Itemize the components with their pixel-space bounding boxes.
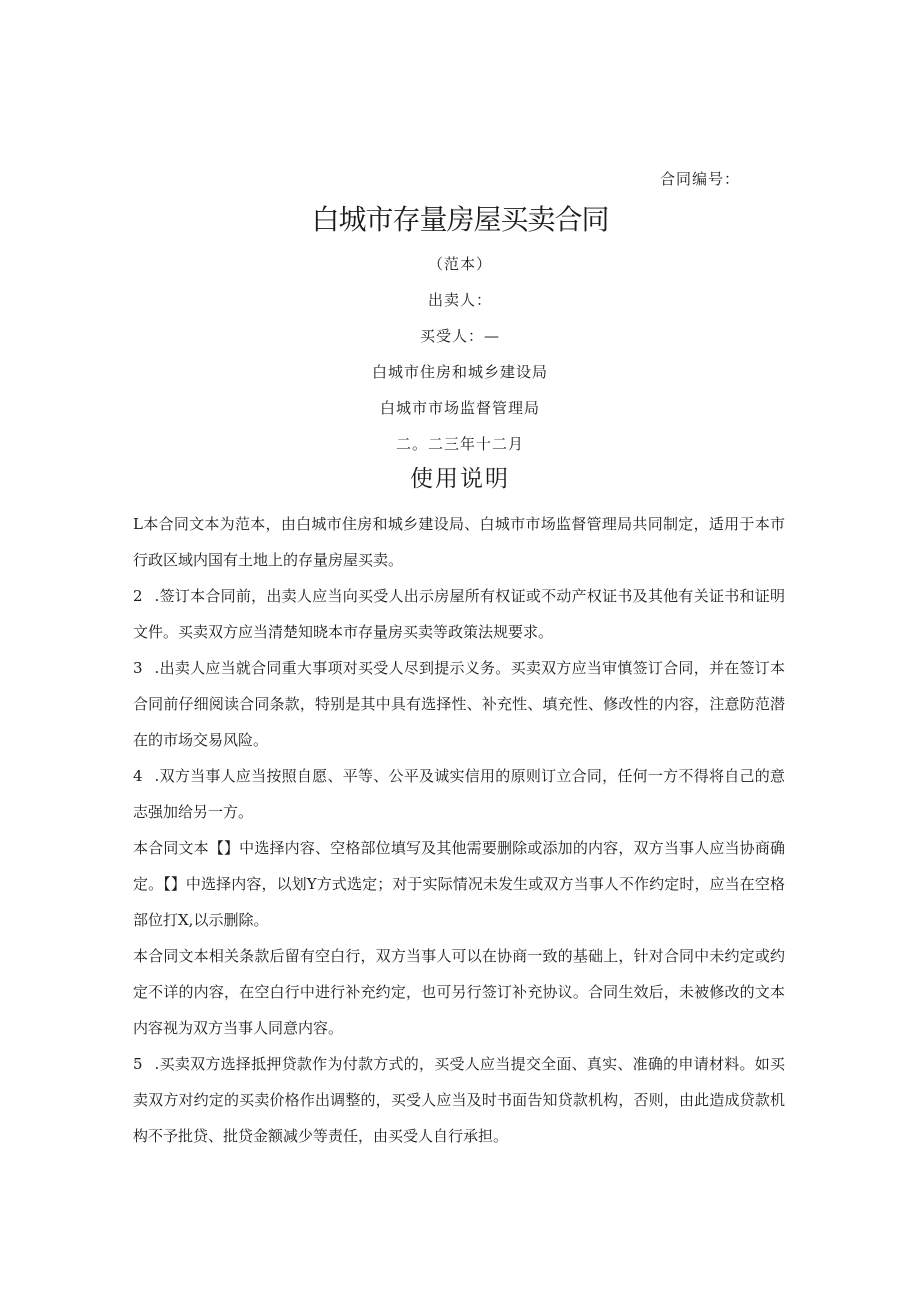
buyer-label: 买受人：—	[419, 327, 500, 345]
instructions-title: 使用说明	[410, 466, 510, 492]
contract-number-label: 合同编号：	[660, 170, 741, 188]
seller-label: 出卖人：	[427, 291, 492, 309]
paragraph-text: .买卖双方选择抵押贷款作为付款方式的，买受人应当提交全面、真实、准确的申请材料。如买卖双方对约定的买卖价格作出调整的，买受人应当及时书面告知贷款机构，否则，由此造成贷款机构不予批贷、批贷金额减少等责任，由买受人自行承担。	[133, 1055, 785, 1145]
paragraph-number: 3	[133, 659, 143, 677]
paragraph-text: .签订本合同前，出卖人应当向买受人出示房屋所有权证或不动产权证书及其他有关证书和证明文件。买卖双方应当清楚知晓本市存量房买卖等政策法规要求。	[133, 587, 785, 641]
paragraph-number: 4	[133, 767, 143, 785]
instruction-paragraph	[133, 758, 785, 830]
issuer-housing-bureau: 白城市住房和城乡建设局	[371, 363, 548, 381]
issue-date: 二。二三年十二月	[395, 435, 524, 453]
instruction-paragraph	[133, 506, 785, 578]
instruction-paragraph	[133, 1046, 785, 1154]
instruction-paragraph	[133, 650, 785, 758]
paragraph-text: 本合同文本相关条款后留有空白行，双方当事人可以在协商一致的基础上，针对合同中未约定或约定不详的内容，在空白行中进行补充约定，也可另行签订补充协议。合同生效后，未被修改的文本内容视为双方当事人同意内容。	[133, 947, 785, 1037]
issuer-market-bureau: 白城市市场监督管理局	[379, 399, 540, 417]
instruction-paragraph	[133, 938, 785, 1046]
paragraph-text: L本合同文本为范本，由白城市住房和城乡建设局、白城市市场监督管理局共同制定，适用于本市行政区域内国有土地上的存量房屋买卖。	[133, 515, 785, 569]
paragraph-number: 2	[133, 587, 143, 605]
instruction-paragraph	[133, 830, 785, 938]
template-subtitle: （范本）	[427, 255, 492, 273]
contract-title: 白城市存量房屋买卖合同	[311, 203, 609, 236]
instruction-paragraph	[133, 578, 785, 650]
paragraph-number: 5	[133, 1055, 143, 1073]
paragraph-text: .双方当事人应当按照自愿、平等、公平及诚实信用的原则订立合同，任何一方不得将自己的意志强加给另一方。	[133, 767, 785, 821]
instructions-body	[133, 506, 785, 1154]
paragraph-text: .出卖人应当就合同重大事项对买受人尽到提示义务。买卖双方应当审慎签订合同，并在签订本合同前仔细阅读合同条款，特别是其中具有选择性、补充性、填充性、修改性的内容，注意防范潜在的市场交易风险。	[133, 659, 785, 749]
paragraph-text: 本合同文本【】中选择内容、空格部位填写及其他需要删除或添加的内容，双方当事人应当协商确定。【】中选择内容，以划Y方式选定；对于实际情况未发生或双方当事人不作约定时，应当在空格部位打X,以示删除。	[133, 839, 785, 929]
